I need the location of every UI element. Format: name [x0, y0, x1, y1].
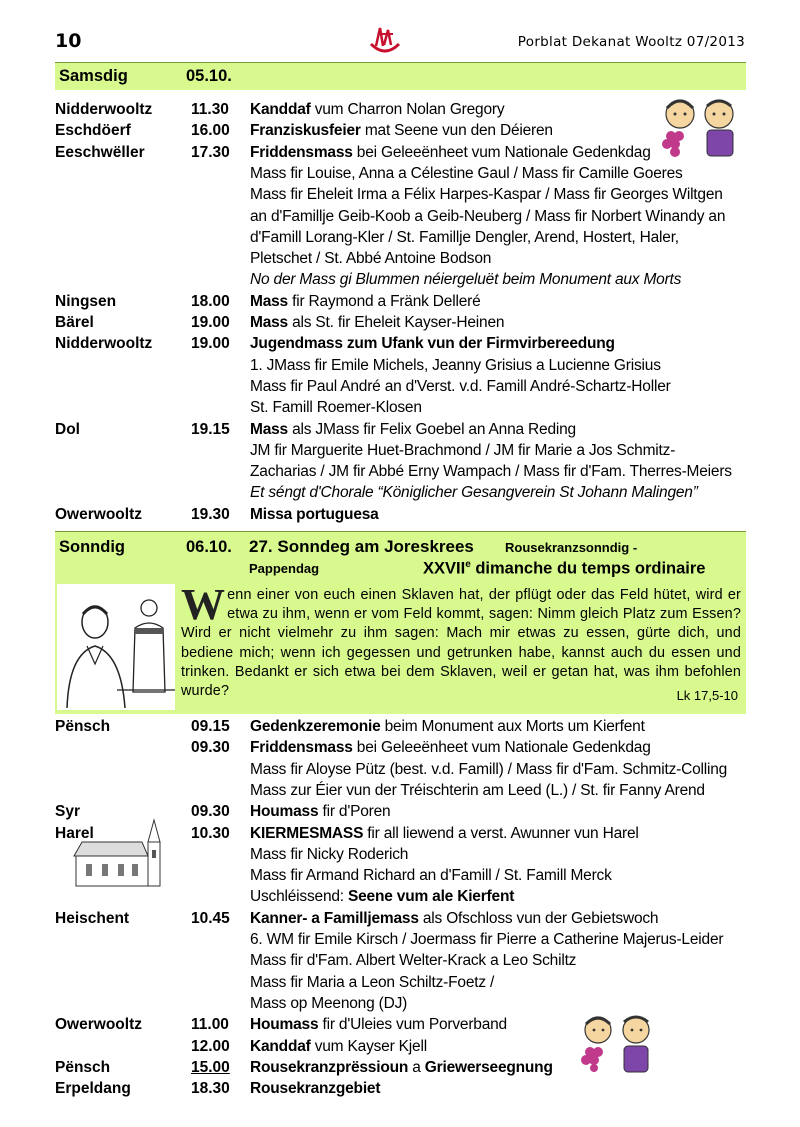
french-title: XXVIIe dimanche du temps ordinaire [423, 559, 706, 578]
event-description: Mass fir d'Fam. Albert Welter-Krack a Leo Schiltz [250, 952, 577, 970]
event-description: Mass als JMass fir Felix Goebel an Anna Reding [250, 420, 576, 438]
event-description: Friddensmass bei Geleeënheet vum Nationale Gedenkdag [250, 739, 651, 757]
event-description: Rousekranzprëssioun a Griewerseegnung [250, 1058, 553, 1076]
time-label: 12.00 [191, 1037, 230, 1055]
time-label: 10.30 [191, 824, 230, 842]
time-label: 19.00 [191, 335, 230, 353]
event-description: Mass fir Raymond a Fränk Delleré [250, 292, 481, 310]
place-name: Owerwooltz [55, 505, 142, 523]
place-name: Heischent [55, 909, 130, 927]
event-description: Franziskusfeier mat Seene vun den Déieren [250, 122, 553, 140]
time-label: 11.30 [191, 101, 229, 118]
event-description: Mass fir Eheleit Irma a Félix Harpes-Kaspar / Mass fir Georges Wiltgen [250, 186, 723, 204]
place-name: Eeschwëller [55, 143, 145, 161]
time-label: 19.00 [191, 314, 230, 331]
event-description: d'Famill Lorang-Kler / St. Famillje Dengler, Arend, Hostert, Haler, [250, 228, 679, 246]
event-description: Kanddaf vum Kayser Kjell [250, 1037, 427, 1055]
publication-title: Porblat Dekanat Wooltz 07/2013 [517, 34, 745, 50]
event-description: Jugendmass zum Ufank vun der Firmvirbereedung [250, 335, 615, 353]
event-description: St. Famill Roemer-Klosen [250, 399, 422, 417]
event-description: Mass als St. fir Eheleit Kayser-Heinen [250, 314, 505, 331]
place-name: Ningsen [55, 292, 117, 310]
time-label: 19.30 [191, 505, 230, 523]
sunday-header-band [55, 531, 746, 714]
event-description: Rousekranzgebiet [250, 1080, 381, 1098]
day-label: Sonndig [59, 538, 125, 556]
event-description: Zacharias / JM fir Abbé Erny Wampach / Mass fir d'Fam. Therres-Meiers [250, 463, 732, 481]
event-description: Pletschet / St. Abbé Antoine Bodson [250, 250, 492, 268]
time-label: 15.00 [191, 1058, 230, 1076]
children-grapes-icon-2 [574, 1012, 660, 1074]
gospel-quote: Wenn einer von euch einen Sklaven hat, der pflügt oder das Feld hütet, wird er etwa zu ihm, wenn er vom Feld kommt, sagen: Nimm gleich Platz zum Essen? Wird er nicht vielmehr zu ihm sagen: Mach mir etwas zu essen, gürte dich, und bediene mich; wenn ich gegessen und getrunken habe, kannst auch du essen und trinken. Bedankt er sich etwa bei dem Sklaven, weil er getan hat, was ihm befohlen wurde? [181, 580, 741, 700]
place-name: Erpeldang [55, 1080, 131, 1098]
time-label: 19.15 [191, 420, 230, 438]
event-description: 1. JMass fir Emile Michels, Jeanny Grisius a Lucienne Grisius [250, 356, 661, 374]
event-description: Mass fir Aloyse Pütz (best. v.d. Famill) / Mass fir d'Fam. Schmitz-Colling [250, 760, 728, 778]
saturday-header-band [55, 62, 746, 90]
time-label: 10.45 [191, 909, 230, 927]
page-number: 10 [55, 30, 82, 52]
event-description: Mass fir Armand Richard an d'Famill / St. Famill Merck [250, 867, 612, 885]
place-name: Bärel [55, 314, 94, 331]
event-description: Mass fir Maria a Leon Schiltz-Foetz / [250, 973, 495, 991]
liturgical-subtitle-2: Pappendag [249, 561, 320, 576]
event-description: Houmass fir d'Uleies vum Porverband [250, 1016, 507, 1034]
event-description: KIERMESMASS fir all liewend a verst. Awunner vun Harel [250, 824, 639, 842]
liturgical-title: 27. Sonndeg am Joreskrees [249, 537, 474, 556]
place-name: Pënsch [55, 718, 111, 735]
liturgical-subtitle: Rousekranzsonndig - [505, 540, 638, 555]
place-name: Dol [55, 420, 80, 438]
event-description: 6. WM fir Emile Kirsch / Joermass fir Pierre a Catherine Majerus-Leider [250, 931, 724, 948]
event-description: Missa portuguesa [250, 505, 379, 523]
time-label: 17.30 [191, 143, 230, 161]
date-label: 05.10. [186, 67, 232, 85]
event-description: an d'Famillje Geib-Koob a Geib-Neuberg / Mass fir Norbert Winandy an [250, 207, 726, 225]
event-description: Kanner- a Familljemass als Ofschloss vun der Gebietswoch [250, 909, 659, 927]
event-description: Mass fir Nicky Roderich [250, 845, 409, 863]
event-description: No der Mass gi Blummen néiergeluët beim Monument aux Morts [250, 271, 682, 289]
time-label: 16.00 [191, 122, 230, 140]
place-name: Owerwooltz [55, 1016, 142, 1034]
time-label: 09.15 [191, 718, 230, 735]
gospel-reference: Lk 17,5-10 [676, 688, 738, 703]
place-name: Nidderwooltz [55, 101, 153, 118]
time-label: 18.30 [191, 1080, 230, 1098]
event-description: Mass op Meenong (DJ) [250, 994, 408, 1012]
drop-cap: W [181, 580, 226, 629]
date-label: 06.10. [186, 538, 232, 556]
event-description: Mass fir Louise, Anna a Célestine Gaul / Mass fir Camille Goeres [250, 164, 683, 182]
time-label: 18.00 [191, 292, 230, 310]
event-description: Mass zur Éier vun der Tréischterin am Leed (L.) / St. fir Fanny Arend [250, 781, 705, 799]
page-header [55, 30, 745, 56]
harel-church-icon [70, 816, 178, 890]
event-description: Kanddaf vum Charron Nolan Gregory [250, 101, 505, 118]
place-name: Syr [55, 803, 80, 821]
time-label: 09.30 [191, 739, 230, 757]
servant-illustration-icon [57, 584, 175, 710]
place-name: Eschdöerf [55, 122, 131, 140]
parish-logo-icon [367, 24, 403, 56]
event-description: Et séngt d'Chorale “Königlicher Gesangverein St Johann Malingen” [250, 484, 698, 502]
event-description: Gedenkzeremonie beim Monument aux Morts um Kierfent [250, 718, 645, 735]
time-label: 09.30 [191, 803, 230, 821]
place-name: Harel [55, 824, 94, 842]
children-grapes-icon [655, 94, 745, 158]
time-label: 11.00 [191, 1016, 229, 1034]
event-description: Uschléissend: Seene vum ale Kierfent [250, 888, 515, 906]
place-name: Pënsch [55, 1058, 111, 1076]
event-description: JM fir Marguerite Huet-Brachmond / JM fir Marie a Jos Schmitz- [250, 441, 676, 459]
event-description: Houmass fir d'Poren [250, 803, 391, 821]
event-description: Mass fir Paul André an d'Verst. v.d. Famill André-Schartz-Holler [250, 377, 671, 395]
place-name: Nidderwooltz [55, 335, 153, 353]
event-description: Friddensmass bei Geleeënheet vum Nationale Gedenkdag [250, 143, 651, 161]
day-label: Samsdig [59, 67, 128, 85]
